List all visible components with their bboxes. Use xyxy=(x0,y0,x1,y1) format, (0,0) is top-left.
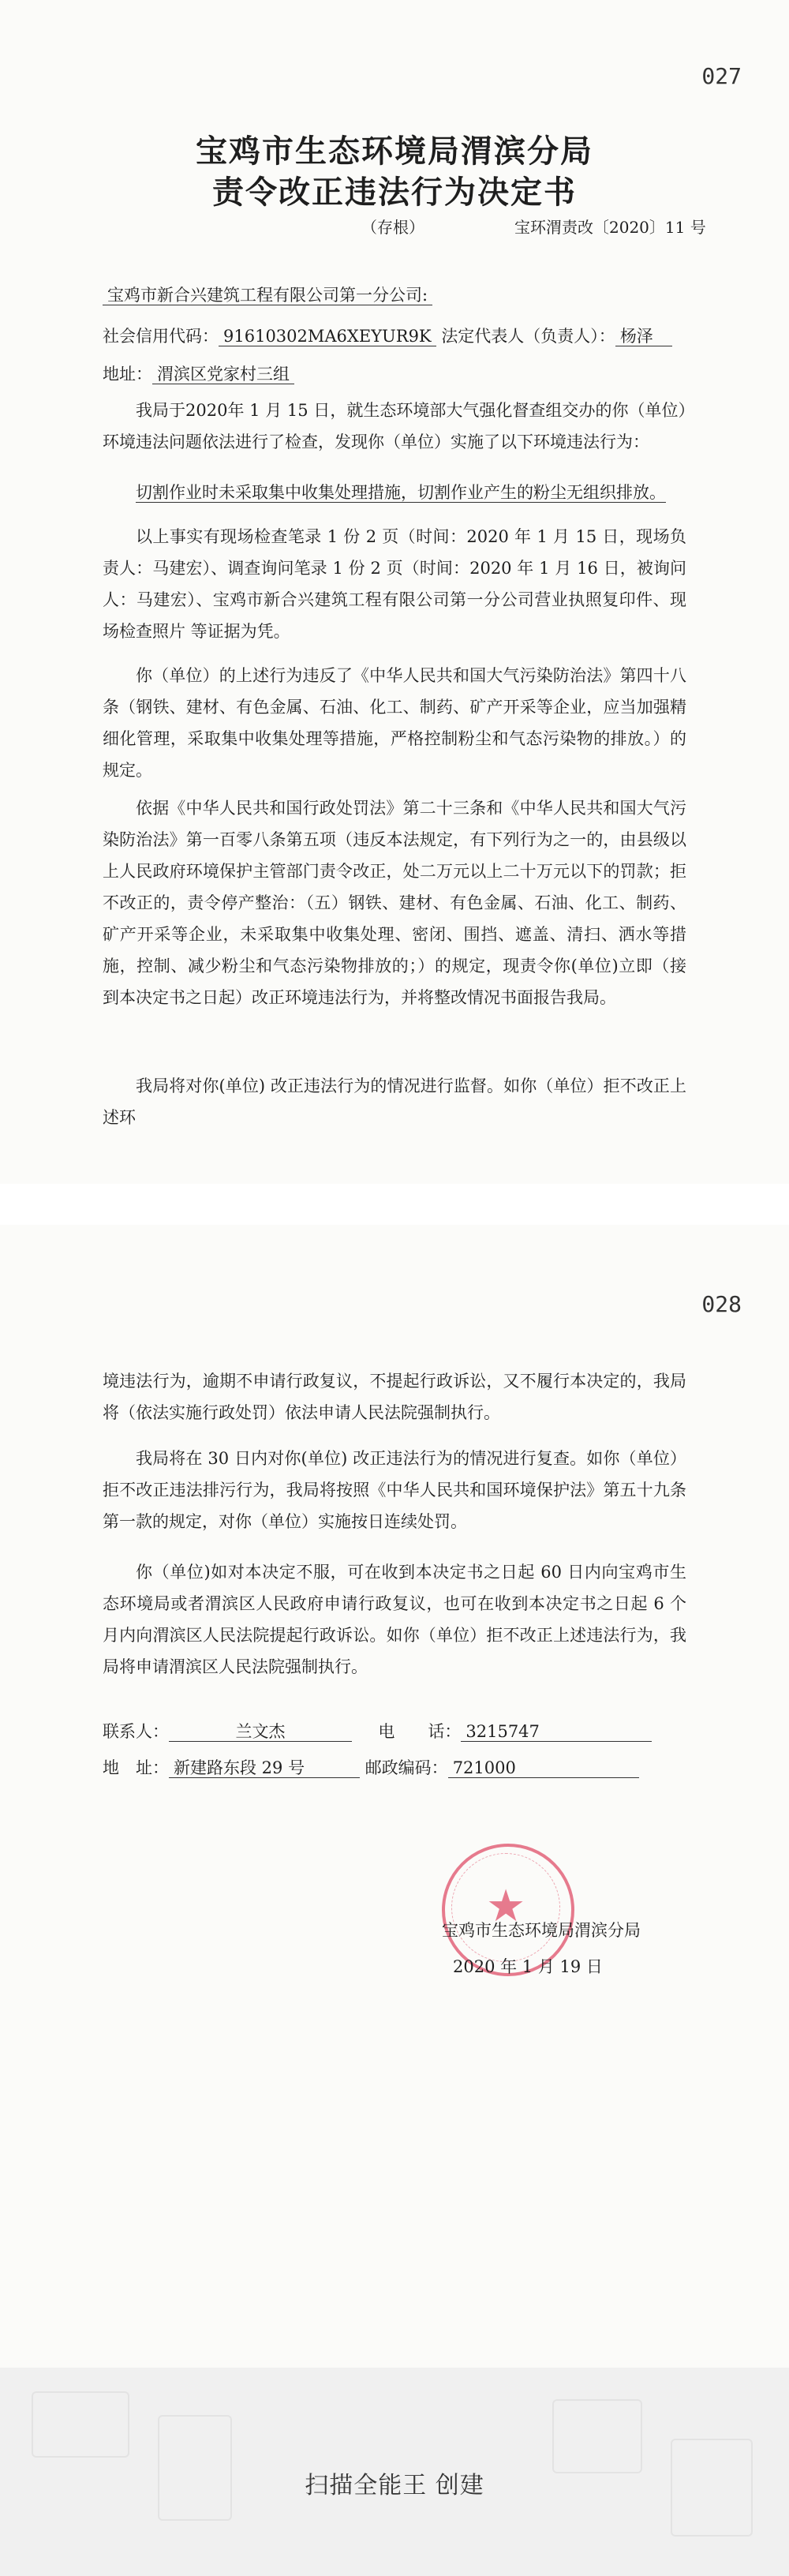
address: 渭滨区党家村三组 xyxy=(152,365,294,384)
credit-label: 社会信用代码： xyxy=(103,327,219,346)
issuing-org: 宝鸡市生态环境局渭滨分局 xyxy=(442,1921,641,1940)
page-number: 027 xyxy=(701,63,742,89)
issue-date: 2020 年 1 月 19 日 xyxy=(453,1957,603,1976)
paragraph-legal-basis: 依据《中华人民共和国行政处罚法》第二十三条和《中华人民共和国大气污染防治法》第一百零八条第五项（违反本法规定，有下列行为之一的，由县级以上人民政府环境保护主管部门责令改正，处二万元以上二十万元以下的罚款；拒不改正的，责令停产整治：（五）钢铁、建材、有色金属、石油、化工、制药、矿产开采等企业，未采取集中收集处理、密闭、围挡、遮盖、清扫、洒水等措施，控制、减少粉尘和气态污染物排放的；）的规定，现责令你(单位)立即（接到本决定书之日起）改正环境违法行为，并将整改情况书面报告我局。 xyxy=(103,799,686,1007)
paragraph-law-violated: 你（单位）的上述行为违反了《中华人民共和国大气污染防治法》第四十八条（钢铁、建材、有色金属、石油、化工、制药、矿产开采等企业，应当加强精细化管理，采取集中收集处理等措施，严格控制粉尘和气态污染物的排放。）的规定。 xyxy=(103,666,686,780)
address-label: 地址： xyxy=(103,365,152,384)
contact-label: 联系人： xyxy=(103,1722,169,1741)
footer-brand: 扫描全能王 创建 xyxy=(305,2472,484,2499)
address-line xyxy=(103,361,294,385)
doc-title-org: 宝鸡市生态环境局渭滨分局 xyxy=(196,133,593,170)
recipient: 宝鸡市新合兴建筑工程有限公司第一分公司: xyxy=(103,286,432,305)
recipient-line xyxy=(103,286,432,305)
credit-line xyxy=(103,324,672,347)
paragraph-appeal: 你（单位)如对本决定不服，可在收到本决定书之日起 60 日内向宝鸡市生态环境局或者渭滨区人民政府申请行政复议，也可在收到本决定书之日起 6 个月内向渭滨区人民法院提起行政诉讼。如你（单位）拒不改正上述违法行为，我局将申请渭滨区人民法院强制执行。 xyxy=(103,1563,686,1676)
legal-rep: 杨泽 xyxy=(615,327,672,346)
address-line xyxy=(103,1755,639,1779)
credit-code: 91610302MA6XEYUR9K xyxy=(219,327,436,346)
legal-rep-label: 法定代表人（负责人）： xyxy=(441,327,615,346)
document-page-1 xyxy=(0,0,789,1184)
postcode-label: 邮政编码： xyxy=(365,1758,448,1777)
paragraph-supervision: 我局将对你(单位) 改正违法行为的情况进行监督。如你（单位）拒不改正上述环 xyxy=(103,1076,686,1127)
doc-number: 宝环渭责改〔2020〕11 号 xyxy=(514,218,706,237)
paragraph-review: 我局将在 30 日内对你(单位) 改正违法行为的情况进行复查。如你（单位）拒不改正违法排污行为，我局将按照《中华人民共和国环境保护法》第五十九条第一款的规定，对你（单位）实施按日连续处罚。 xyxy=(103,1449,686,1531)
page-number: 028 xyxy=(701,1291,742,1317)
paragraph-evidence: 以上事实有现场检查笔录 1 份 2 页（时间：2020 年 1 月 15 日，现场负责人：马建宏）、调查询问笔录 1 份 2 页（时间：2020 年 1 月 16 日，被询问人：马建宏）、宝鸡市新合兴建筑工程有限公司第一分公司营业执照复印件、现场检查照片 等证据为凭。 xyxy=(103,527,686,641)
addr-label: 地 址： xyxy=(103,1758,169,1777)
violation-text: 切割作业时未采取集中收集处理措施，切割作业产生的粉尘无组织排放。 xyxy=(136,483,666,502)
paragraph-violation xyxy=(103,477,686,508)
page-gap xyxy=(0,1184,789,1225)
doc-title: 责令改正违法行为决定书 xyxy=(212,174,577,211)
document-page-2 xyxy=(0,1225,789,2368)
contact: 兰文杰 xyxy=(169,1722,352,1742)
addr: 新建路东段 29 号 xyxy=(169,1758,360,1778)
stub-label: （存根） xyxy=(361,218,424,237)
contact-line xyxy=(103,1719,652,1743)
postcode: 721000 xyxy=(448,1758,639,1778)
paragraph-continuation: 境违法行为，逾期不申请行政复议，不提起行政诉讼，又不履行本决定的，我局将（依法实施行政处罚）依法申请人民法院强制执行。 xyxy=(103,1372,686,1422)
paragraph-inspection: 我局于2020年 1 月 15 日，就生态环境部大气强化督查组交办的你（单位）环境违法问题依法进行了检查，发现你（单位）实施了以下环境违法行为： xyxy=(103,401,686,451)
phone-label: 电 话： xyxy=(378,1722,462,1741)
scanner-footer xyxy=(0,2368,789,2576)
star-icon: ★ xyxy=(486,1881,526,1932)
phone: 3215747 xyxy=(461,1722,652,1742)
